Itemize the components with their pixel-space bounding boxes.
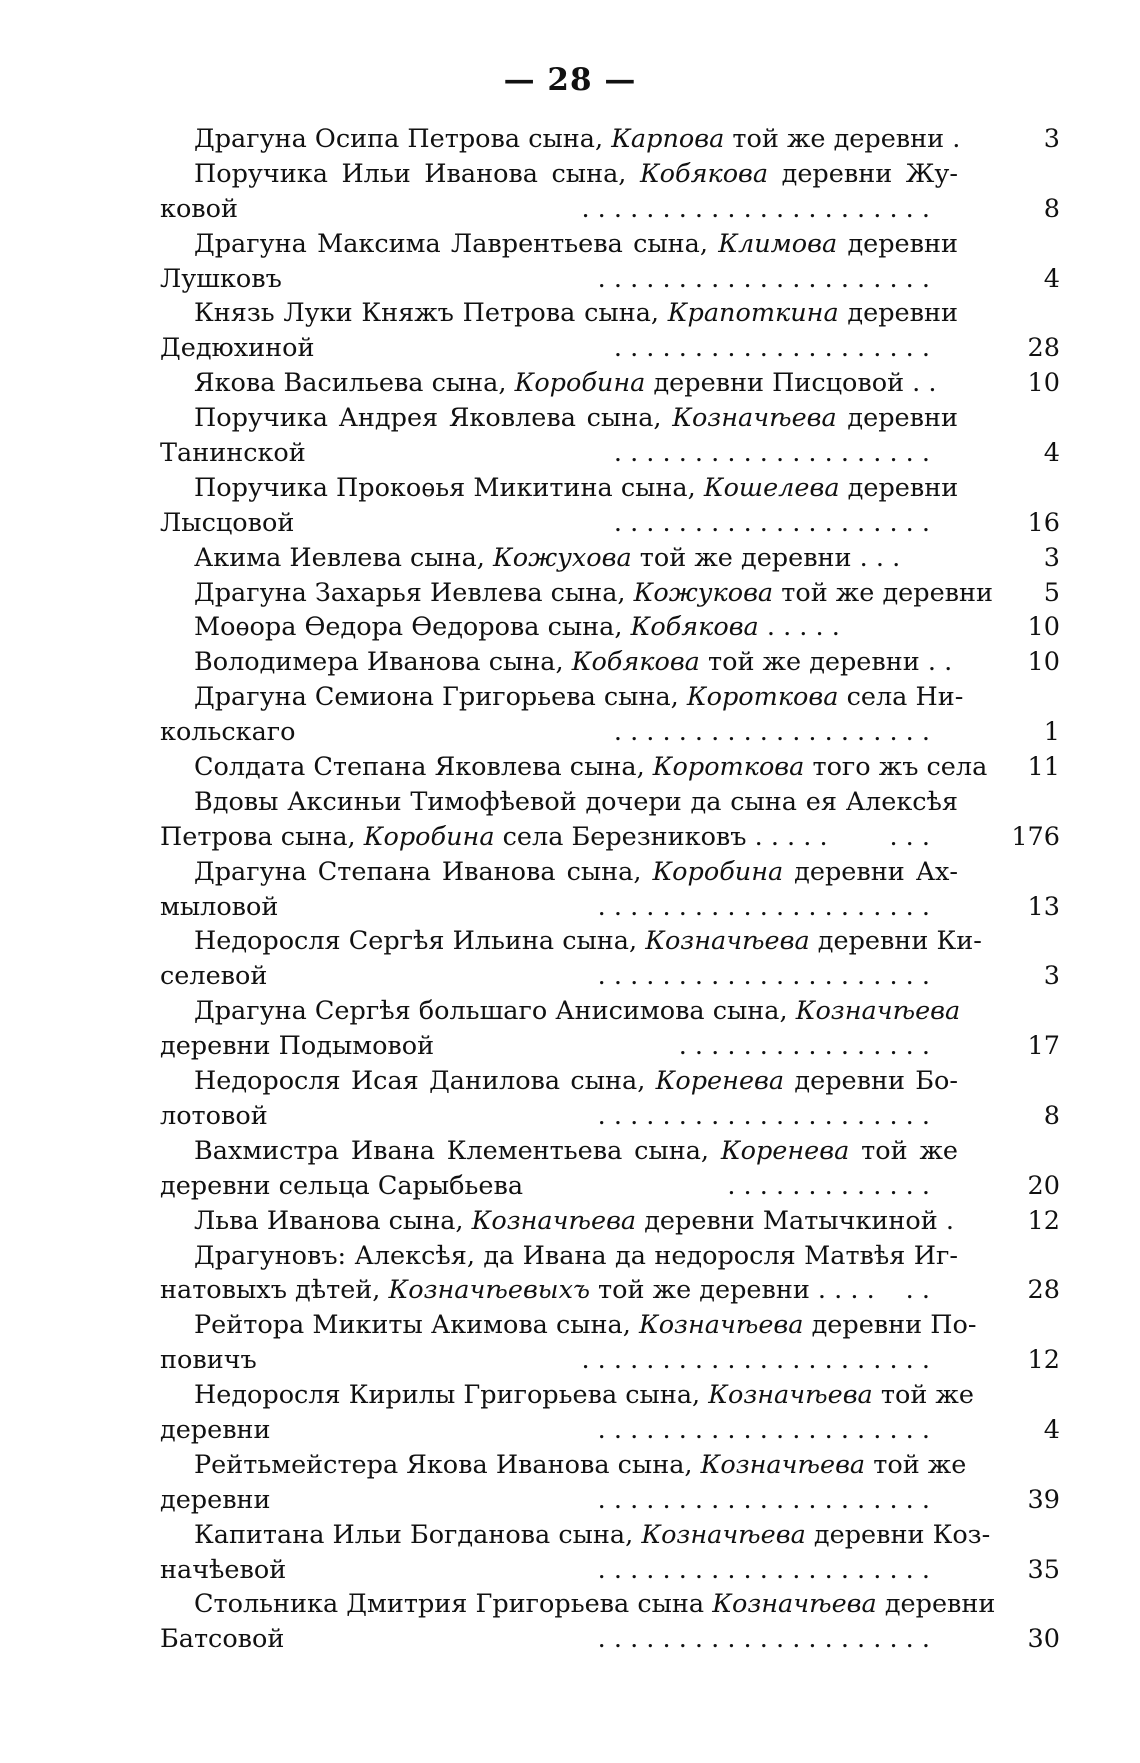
entry-prefix: Поручика Андрея Яковлева сына, [194,403,673,434]
entry-prefix: Драгуна Сергѣя большаго Анисимова сына, [194,996,796,1027]
entry-suffix: той же [849,1135,958,1166]
entry-suffix: деревни Писцовой . . [645,368,937,399]
entry-continuation: Лысцовой [160,507,295,538]
entry-text [194,610,840,645]
surname: Карпова [611,124,725,154]
entry-text-continued [160,262,282,297]
entry-count: 8 [1043,1100,1060,1131]
surname: Козначѣева [645,926,810,957]
entry-prefix: Недоросля Сергѣя Ильина сына, [194,926,646,957]
entry-suffix-continued: той же деревни . . . . [589,1275,875,1306]
entry-suffix: той же деревни . . . [631,542,901,573]
entry-line-continued [160,1029,1060,1064]
entry-line [160,1378,1060,1413]
entry-text-continued [160,1099,268,1134]
entry-text [194,122,960,157]
entry-count: 3 [1043,961,1060,992]
leader-dots: . . . . . . . . . . . . . [727,1170,930,1201]
entry-continuation: Лушковъ [160,263,282,294]
leader-dots: . . . . . . . . . . . . . . . . . . . . . [597,1100,930,1131]
entry-text [194,994,961,1029]
surname: Кобякова [639,158,769,189]
entry-line-continued [160,959,1060,994]
entry-line [160,1308,1060,1343]
entry-line [160,1134,1060,1169]
entry-suffix: той же [865,1449,967,1480]
entry-text-continued [160,1273,875,1308]
entry-prefix-continued: Петрова сына, [160,821,364,852]
entry-suffix: деревни [839,472,959,503]
entry-line [160,471,1060,506]
entry-continuation: начѣевой [160,1554,287,1585]
entry-prefix: Володимера Иванова сына, [194,647,572,678]
entry-continuation: ковой [160,193,238,224]
entry-prefix: Недоросля Исая Данилова сына, [194,1066,656,1097]
entry-text [194,1134,958,1169]
entry-continuation: мыловой [160,891,279,922]
entry-prefix: Вдовы Аксиньи Тимофѣевой дочери да сына ея Алексѣя [194,786,958,817]
entry-line [160,1518,1060,1553]
surname: Коробина [514,368,646,399]
entry-line-continued [160,820,1060,855]
entry-text-continued [160,192,238,227]
leader-dots: . . . . . . . . . . . . . . . . . . . . . . [581,193,930,224]
entry-line-continued [160,1483,1060,1518]
entry-text-continued [160,436,306,471]
leader-dots: . . . . . . . . . . . . . . . . . . . . . . [581,1345,930,1376]
entry-count: 35 [1027,1554,1060,1585]
surname: Кобякова [630,612,759,643]
entry-text [194,1378,974,1413]
leader-dots: . . . . . . . . . . . . . . . . . . . . [613,717,930,748]
surname: Козначѣева [471,1205,637,1236]
entry-text-continued [160,1622,284,1657]
surname: Козначѣева [795,996,961,1027]
entry-count: 12 [1027,1205,1060,1236]
entry-line-continued [160,192,1060,227]
entry-text [194,680,964,715]
entry-count: 16 [1027,507,1060,538]
surname: Кожукова [633,577,774,608]
entry-line-continued [160,1553,1060,1588]
entry-line [160,1587,1060,1622]
entry-suffix: той же деревни . . [699,647,953,678]
entry-count: 10 [1027,368,1060,399]
entry-text [194,1587,996,1622]
entry-text-continued [160,1553,286,1588]
entry-line-continued [160,1622,1060,1657]
surname: Климова [718,228,838,259]
entry-line [160,1204,1060,1239]
entry-line-continued [160,1343,1060,1378]
entry-prefix: Стольника Дмитрия Григорьева сына [194,1589,713,1620]
entry-text [194,1239,958,1274]
entry-text-continued [160,820,828,855]
surname: Козначѣевыхъ [388,1275,590,1306]
entry-line [160,645,1060,680]
entry-prefix: Моѳора Ѳедора Ѳедорова сына, [194,612,631,643]
entry-prefix: Драгуна Максима Лаврентьева сына, [194,228,719,259]
entry-prefix: Солдата Степана Яковлева сына, [194,752,653,783]
entry-text [194,366,937,401]
entry-line [160,401,1060,436]
entry-count: 3 [1043,542,1060,573]
leader-dots: . . . . . . . . . . . . . . . . . . . . . [597,1554,930,1585]
entry-suffix-continued: села Березниковъ . . . . . [494,821,828,852]
entry-line [160,227,1060,262]
leader-dots: . . . . . . . . . . . . . . . . . . . . . [597,891,930,922]
entry-line [160,750,1060,785]
entry-text [194,1308,977,1343]
entry-line-continued [160,331,1060,366]
entry-prefix: Драгуна Степана Иванова сына, [194,856,653,887]
entry-prefix-continued: натовыхъ дѣтей, [160,1275,389,1306]
entry-line-continued [160,1099,1060,1134]
entry-line [160,680,1060,715]
entry-prefix: Рейтьмейстера Якова Иванова сына, [194,1449,701,1480]
entry-suffix: деревни Бо- [784,1066,958,1097]
entry-text-continued [160,1343,257,1378]
entry-text-continued [160,331,314,366]
entry-text-continued [160,959,267,994]
entry-continuation: Танинской [160,438,306,469]
entry-line [160,1448,1060,1483]
entry-prefix: Недоросля Кирилы Григорьева сына, [194,1380,709,1411]
entry-text [194,541,900,576]
surname: Козначѣева [641,1519,806,1550]
entry-suffix: деревни Ки- [809,926,982,957]
entry-count: 4 [1043,263,1060,294]
leader-dots: . . [905,1275,930,1306]
entry-suffix: . . . . . [758,612,840,643]
entry-prefix: Драгуна Осипа Петрова сына, [194,124,612,154]
surname: Короткова [652,752,805,783]
entry-text-continued [160,715,296,750]
entry-prefix: Вахмистра Ивана Клементьева сына, [194,1135,721,1166]
entry-line-continued [160,715,1060,750]
entry-line [160,122,1060,157]
entry-line-continued [160,436,1060,471]
entry-prefix: Поручика Прокоѳья Микитина сына, [194,472,704,503]
entry-continuation: кольскаго [160,717,296,748]
entry-continuation: Батсовой [160,1624,285,1655]
entry-prefix: Акима Иевлева сына, [194,542,494,573]
entry-count: 17 [1027,1031,1060,1062]
surname: Козначѣева [708,1380,873,1411]
entry-line [160,785,1060,820]
entry-prefix: Льва Иванова сына, [194,1205,472,1236]
entry-count: 176 [1011,821,1060,852]
entry-line-continued [160,1413,1060,1448]
entry-text [194,750,987,785]
entry-line [160,1239,1060,1274]
entry-line-continued [160,506,1060,541]
leader-dots: . . . . . . . . . . . . . . . . . . . . [613,438,930,469]
entry-suffix: деревни По- [803,1310,977,1341]
entry-text-continued [160,1413,271,1448]
entry-count: 12 [1027,1345,1060,1376]
surname: Козначѣева [672,403,837,434]
entry-prefix: Рейтора Микиты Акимова сына, [194,1310,639,1341]
entry-text [194,1204,954,1239]
entry-suffix: деревни [837,228,958,259]
entry-line [160,576,1060,611]
entry-suffix: деревни [876,1589,996,1620]
entry-prefix: Капитана Ильи Богданова сына, [194,1519,642,1550]
leader-dots: . . . . . . . . . . . . . . . . . . . . . [597,1624,930,1655]
surname: Коренева [720,1135,850,1166]
entry-text [194,785,958,820]
leader-dots: . . . . . . . . . . . . . . . . . . . . [613,333,930,364]
surname: Крапоткина [667,298,839,329]
entry-count: 3 [1043,124,1060,154]
entry-line [160,610,1060,645]
entry-count: 28 [1027,1275,1060,1306]
entry-text [194,1064,958,1099]
entry-continuation: лотовой [160,1100,268,1131]
entry-continuation: деревни сельца Сарыбьева [160,1170,524,1201]
surname: Коробина [652,856,784,887]
entry-prefix: Поручика Ильи Иванова сына, [194,158,640,189]
leader-dots: . . . . . . . . . . . . . . . . . . . . . [597,1414,930,1445]
entry-text [194,1518,991,1553]
entry-prefix: Драгуна Семиона Григорьева сына, [194,682,687,713]
entry-suffix: села Ни- [838,682,964,713]
entry-text [194,645,952,680]
entry-text [194,401,958,436]
leader-dots: . . . . . . . . . . . . . . . . . . . . [613,507,930,538]
entry-suffix: деревни Жу- [768,158,958,189]
leader-dots: . . . . . . . . . . . . . . . . [678,1031,930,1062]
entry-suffix: той же [872,1380,974,1411]
entry-continuation: селевой [160,961,268,992]
entry-suffix: той же деревни . [724,124,961,154]
entry-text [194,855,958,890]
entry-continuation: деревни [160,1484,271,1515]
surname: Короткова [686,682,839,713]
entry-text [194,471,958,506]
entry-prefix: Князь Луки Княжъ Петрова сына, [194,298,668,329]
entry-count: 30 [1027,1624,1060,1655]
entry-line [160,296,1060,331]
entry-line [160,855,1060,890]
entry-count: 5 [1043,577,1060,608]
entry-text-continued [160,1483,271,1518]
leader-dots: . . . . . . . . . . . . . . . . . . . . . [597,961,930,992]
entry-suffix: деревни Ах- [783,856,959,887]
entries-list [160,122,1060,1657]
entry-suffix: деревни Матычкиной . [636,1205,954,1236]
entry-count: 10 [1027,647,1060,678]
entry-text-continued [160,1029,434,1064]
entry-text [194,924,982,959]
entry-count: 28 [1027,333,1060,364]
entry-count: 4 [1043,438,1060,469]
entry-count: 13 [1027,891,1060,922]
entry-continuation: повичъ [160,1345,257,1376]
page-number: — 28 — [503,62,637,98]
surname: Козначѣева [712,1589,877,1620]
entry-text [194,1448,967,1483]
entry-continuation: деревни Подымовой [160,1031,435,1062]
surname: Коробина [363,821,495,852]
entry-text [194,157,958,192]
entry-text [194,227,958,262]
entry-count: 39 [1027,1484,1060,1515]
entry-suffix: деревни [836,403,958,434]
entry-text-continued [160,1169,523,1204]
entry-prefix: Драгуна Захарья Иевлева сына, [194,577,634,608]
entry-line [160,366,1060,401]
entry-line-continued [160,1273,1060,1308]
entry-suffix: деревни [838,298,958,329]
entry-line [160,1064,1060,1099]
leader-dots: . . . [889,821,930,852]
entry-line-continued [160,1169,1060,1204]
entry-text-continued [160,890,278,925]
entry-count: 4 [1043,1414,1060,1445]
entry-count: 10 [1027,612,1060,643]
entry-suffix: той же деревни [773,577,994,608]
entry-count: 8 [1043,193,1060,224]
entry-count: 1 [1043,717,1060,748]
surname: Коренева [655,1066,785,1097]
entry-count: 20 [1027,1170,1060,1201]
entry-continuation: деревни [160,1414,271,1445]
entry-text [194,296,958,331]
entry-line [160,541,1060,576]
entry-line-continued [160,890,1060,925]
entry-count: 11 [1027,752,1060,783]
leader-dots: . . . . . . . . . . . . . . . . . . . . . [597,263,930,294]
entry-prefix: Якова Васильева сына, [194,368,515,399]
entry-line [160,157,1060,192]
entry-line-continued [160,262,1060,297]
entry-text-continued [160,506,294,541]
surname: Кожухова [493,542,632,573]
entry-text [194,576,993,611]
entry-line [160,924,1060,959]
surname: Кобякова [571,647,700,678]
entry-continuation: Дедюхиной [160,333,315,364]
leader-dots: . . . . . . . . . . . . . . . . . . . . . [597,1484,930,1515]
surname: Козначѣева [638,1310,804,1341]
entry-prefix: Драгуновъ: Алексѣя, да Ивана да недоросля Матвѣя Иг- [194,1240,958,1271]
surname: Кошелева [703,472,840,503]
entry-suffix: деревни Коз- [805,1519,991,1550]
entry-line [160,994,1060,1029]
entry-suffix: того жъ села [804,752,988,783]
surname: Козначѣева [700,1449,866,1480]
